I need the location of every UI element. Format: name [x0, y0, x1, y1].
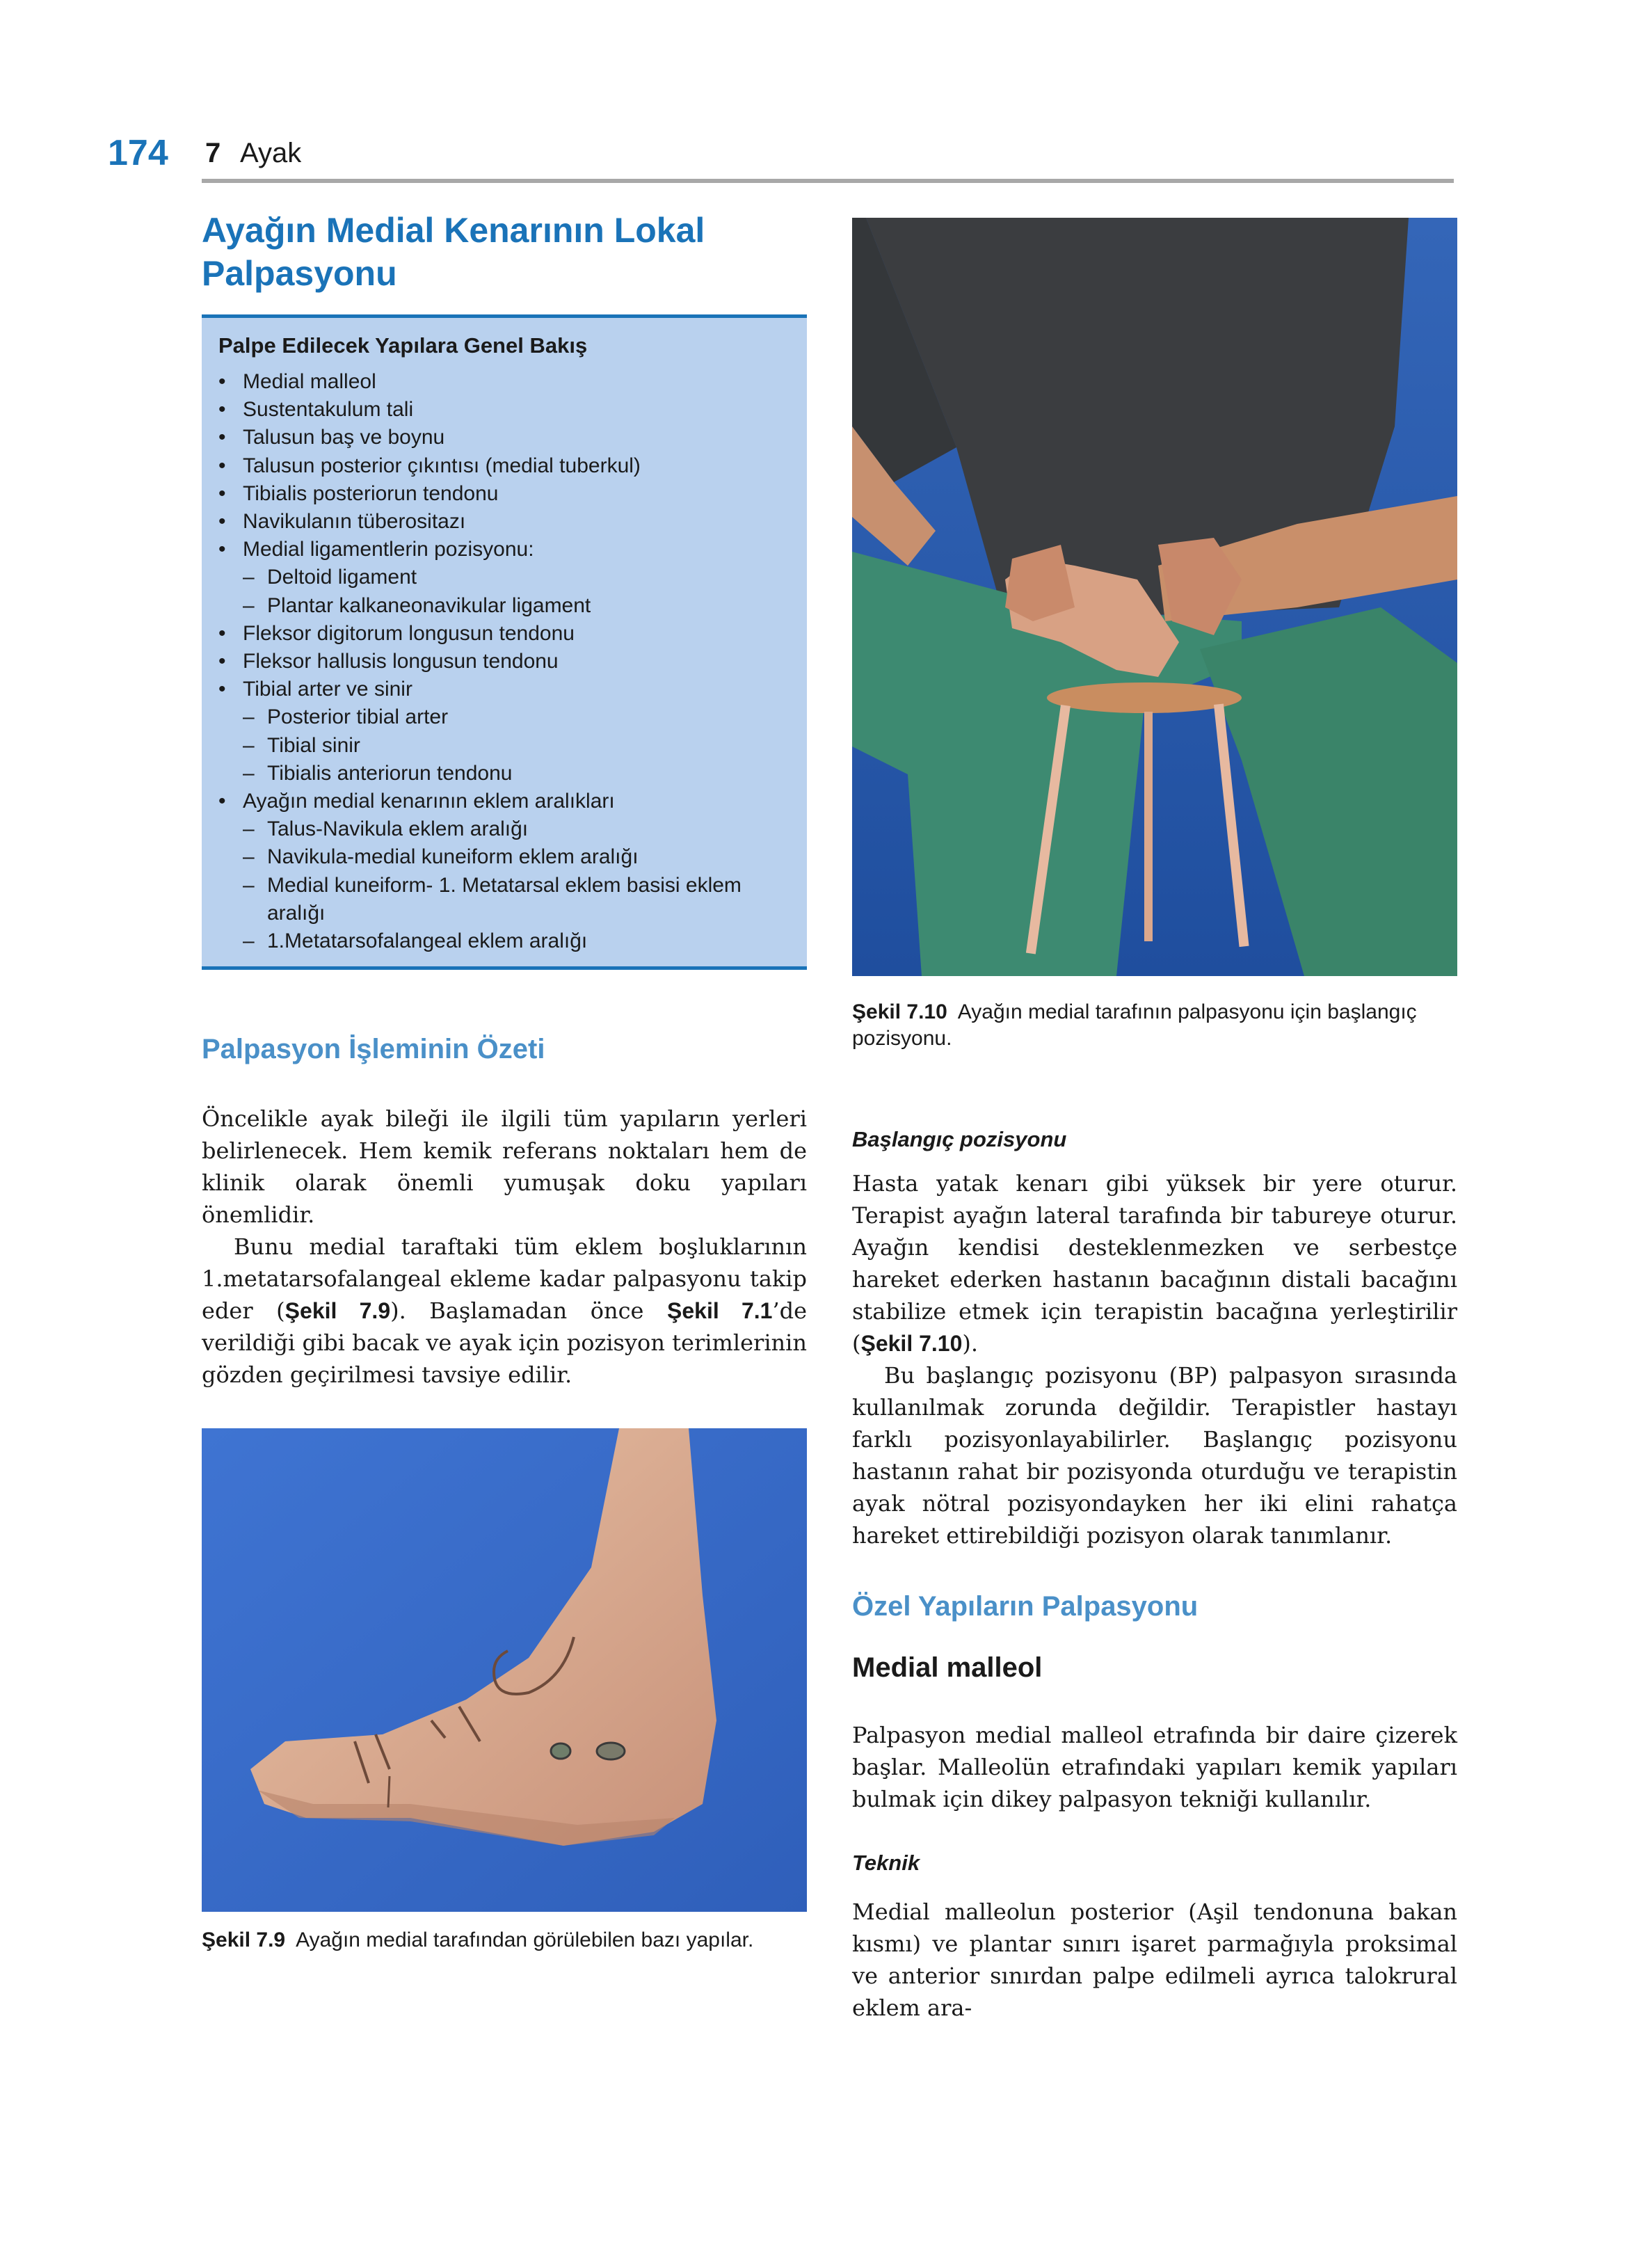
summary-paragraph-1: Öncelikle ayak bileği ile ilgili tüm yapıların yerleri belirlenecek. Hem kemik referans noktaları hem de klinik olarak önemli yumuşak doku yapıları önemlidir.: [202, 1105, 807, 1228]
start-position-text: [852, 1167, 1457, 1551]
overview-item-text: Medial ligamentlerin pozisyonu:: [243, 538, 534, 561]
overview-item-text: Posterior tibial arter: [267, 705, 449, 729]
overview-subitem: [218, 815, 790, 843]
overview-item: [218, 788, 790, 815]
start-p1-part-a: Hasta yatak kenarı gibi yüksek bir yere oturur. Terapist ayağın lateral tarafında bir tabureye oturur. Ayağın kendisi desteklenmezken ve serbestçe hareket ederken hastanın bacağının distali bacağını stabilize etmek için terapistin bacağına yerleştirilir (: [852, 1170, 1457, 1357]
special-heading: Özel Yapıların Palpasyonu: [852, 1591, 1199, 1622]
bullet-marker: •: [218, 510, 226, 534]
figure-7-9-photo: [202, 1428, 807, 1912]
overview-subitem: [218, 927, 790, 955]
figure-ref-7-1[interactable]: Şekil 7.1: [667, 1298, 773, 1323]
overview-item-text: Sustentakulum tali: [243, 398, 414, 422]
overview-item: [218, 620, 790, 648]
figure-7-9-caption: [202, 1927, 807, 1954]
dash-marker: –: [243, 929, 255, 953]
overview-item-text: Navikulanın tüberositazı: [243, 510, 466, 534]
start-position-heading: Başlangıç pozisyonu: [852, 1127, 1067, 1151]
figure-ref-7-10[interactable]: Şekil 7.10: [860, 1331, 963, 1356]
overview-item: [218, 508, 790, 536]
chapter-title: Ayak: [240, 138, 302, 168]
figure-7-10-caption-text: Ayağın medial tarafının palpasyonu için başlangıç pozisyonu.: [852, 1000, 1417, 1050]
dash-marker: –: [243, 705, 255, 729]
overview-list: [218, 368, 790, 955]
overview-item-text: Fleksor hallusis longusun tendonu: [243, 650, 559, 673]
overview-item-text: Plantar kalkaneonavikular ligament: [267, 593, 591, 617]
figure-7-10-label: Şekil 7.10: [852, 1000, 947, 1023]
overview-item-text: Tibialis posteriorun tendonu: [243, 481, 499, 505]
overview-item-text: Talusun posterior çıkıntısı (medial tuberkul): [243, 454, 641, 477]
overview-item-text: Talus-Navikula eklem aralığı: [267, 817, 529, 841]
dash-marker: –: [243, 845, 255, 869]
overview-subitem: [218, 843, 790, 871]
dash-marker: –: [243, 593, 255, 617]
dash-marker: –: [243, 733, 255, 757]
figure-7-10-caption: [852, 999, 1457, 1052]
overview-item-text: Deltoid ligament: [267, 566, 417, 589]
summary-p2-part-a: Bunu medial taraftaki tüm eklem boşluklarının 1.metatarsofalangeal ekleme kadar palpasyonu takip eder (: [202, 1233, 807, 1324]
overview-item-text: Ayağın medial kenarının eklem aralıkları: [243, 790, 615, 813]
start-position-paragraph-1: [852, 1167, 1457, 1359]
dash-marker: –: [243, 761, 255, 785]
figure-7-9-caption-text: Ayağın medial tarafından görülebilen bazı yapılar.: [296, 1928, 754, 1951]
overview-heading: Palpe Edilecek Yapılara Genel Bakış: [218, 333, 588, 358]
figure-7-9-label: Şekil 7.9: [202, 1928, 286, 1951]
overview-subitem: [218, 703, 790, 731]
medial-malleol-paragraph: Palpasyon medial malleol etrafında bir daire çizerek başlar. Malleolün etrafındaki yapıları kemik yapıları bulmak için dikey palpasyon tekniği kullanılır.: [852, 1722, 1457, 1812]
figure-7-10-photo: [852, 218, 1457, 976]
overview-item-text: Medial kuneiform- 1. Metatarsal eklem basisi eklem aralığı: [267, 873, 742, 925]
overview-subitem: [218, 564, 790, 591]
overview-box: [202, 314, 807, 970]
dash-marker: –: [243, 817, 255, 841]
overview-item-text: Talusun baş ve boynu: [243, 426, 445, 449]
technique-heading: Teknik: [852, 1851, 920, 1875]
overview-item-text: 1.Metatarsofalangeal eklem aralığı: [267, 929, 588, 953]
bullet-marker: •: [218, 398, 226, 422]
technique-paragraph: Medial malleolun posterior (Aşil tendonuna bakan kısmı) ve plantar sınırı işaret parmağıyla proksimal ve anterior sınırdan palpe edilmeli ayrıca talokrural eklem ara-: [852, 1899, 1457, 2021]
bullet-marker: •: [218, 538, 226, 561]
overview-subitem: [218, 732, 790, 760]
overview-item: [218, 648, 790, 676]
summary-p2-part-c: ’de verildiği gibi bacak ve ayak için pozisyon terimlerinin gözden geçirilmesi tavsiye edilir.: [202, 1297, 808, 1388]
dash-marker: –: [243, 873, 255, 897]
medial-malleol-heading: Medial malleol: [852, 1652, 1043, 1683]
overview-item-text: Tibial arter ve sinir: [243, 678, 412, 701]
bullet-marker: •: [218, 621, 226, 645]
overview-item: [218, 676, 790, 703]
overview-item: [218, 368, 790, 396]
overview-item-text: Navikula-medial kuneiform eklem aralığı: [267, 845, 639, 869]
bullet-marker: •: [218, 650, 226, 673]
overview-item: [218, 396, 790, 424]
header-rule: [202, 179, 1454, 183]
bullet-marker: •: [218, 790, 226, 813]
overview-item: [218, 424, 790, 452]
bullet-marker: •: [218, 370, 226, 393]
figure-ref-7-9[interactable]: Şekil 7.9: [284, 1298, 391, 1323]
bullet-marker: •: [218, 481, 226, 505]
overview-item-text: Fleksor digitorum longusun tendonu: [243, 621, 575, 645]
bullet-marker: •: [218, 426, 226, 449]
start-p1-part-b: ).: [962, 1330, 979, 1357]
start-position-paragraph-2: Bu başlangıç pozisyonu (BP) palpasyon sırasında kullanılmak zorunda değildir. Terapistler hastayı farklı pozisyonlayabilirler. Başlangıç pozisyonu hastanın rahat bir pozisyonda oturduğu ve terapistin ayak nötral pozisyondayken her iki elini rahatça hareket ettirebildiği pozisyon olarak tanımlanır.: [852, 1362, 1457, 1549]
summary-heading: Palpasyon İşleminin Özeti: [202, 1034, 545, 1064]
overview-item-text: Tibial sinir: [267, 733, 360, 757]
bullet-marker: •: [218, 678, 226, 701]
page-number: 174: [108, 133, 168, 173]
summary-text: [202, 1103, 807, 1391]
overview-item-text: Tibialis anteriorun tendonu: [267, 761, 513, 785]
overview-item: [218, 452, 790, 480]
overview-item: [218, 480, 790, 508]
overview-subitem: [218, 592, 790, 620]
dash-marker: –: [243, 566, 255, 589]
overview-item-text: Medial malleol: [243, 370, 376, 393]
summary-paragraph-2: [202, 1231, 807, 1391]
overview-item: [218, 536, 790, 564]
overview-subitem: [218, 872, 790, 927]
summary-p2-part-b: ). Başlamadan önce: [390, 1297, 667, 1324]
bullet-marker: •: [218, 454, 226, 477]
technique-text: [852, 1896, 1457, 2024]
chapter-number: 7: [205, 138, 221, 168]
medial-malleol-text: [852, 1719, 1457, 1815]
section-title: Ayağın Medial Kenarının Lokal Palpasyonu: [202, 211, 705, 293]
overview-subitem: [218, 760, 790, 788]
